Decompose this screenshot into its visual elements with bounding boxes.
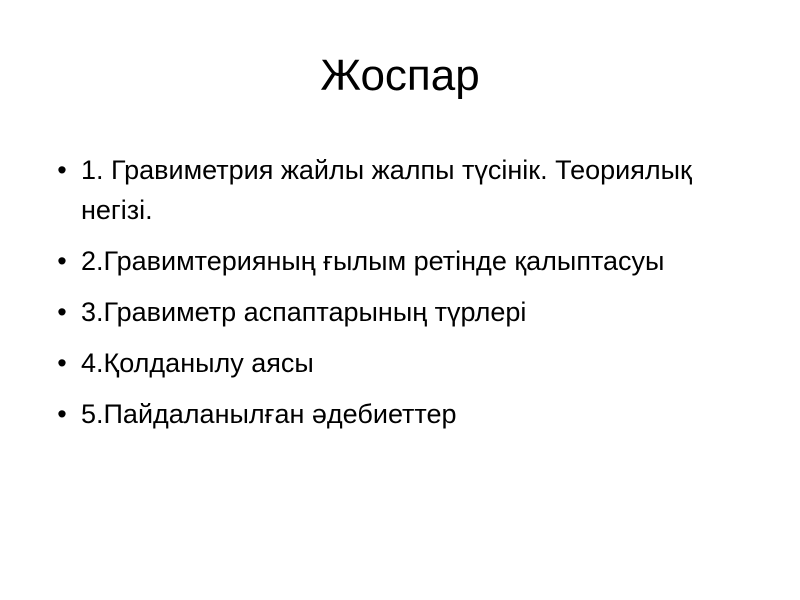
list-item-text: 2.Гравимтерияның ғылым ретінде қалыптасуы [81, 246, 665, 276]
list-item-text: 4.Қолданылу аясы [81, 348, 314, 378]
list-item-text: 1. Гравиметрия жайлы жалпы түсінік. Теориялық негізі. [81, 155, 692, 225]
list-item [55, 241, 745, 281]
list-item [55, 150, 745, 230]
bullet-icon: • [57, 399, 67, 429]
bullet-icon: • [57, 297, 67, 327]
list-item [55, 292, 745, 332]
bullet-icon: • [57, 246, 67, 276]
slide-title: Жоспар [320, 51, 480, 100]
list-item-text: 3.Гравиметр аспаптарының түрлері [81, 297, 527, 327]
list-item [55, 343, 745, 383]
bullet-list [55, 150, 745, 445]
list-item-text: 5.Пайдаланылған әдебиеттер [81, 399, 457, 429]
bullet-icon: • [57, 155, 67, 185]
bullet-icon: • [57, 348, 67, 378]
list-item [55, 394, 745, 434]
